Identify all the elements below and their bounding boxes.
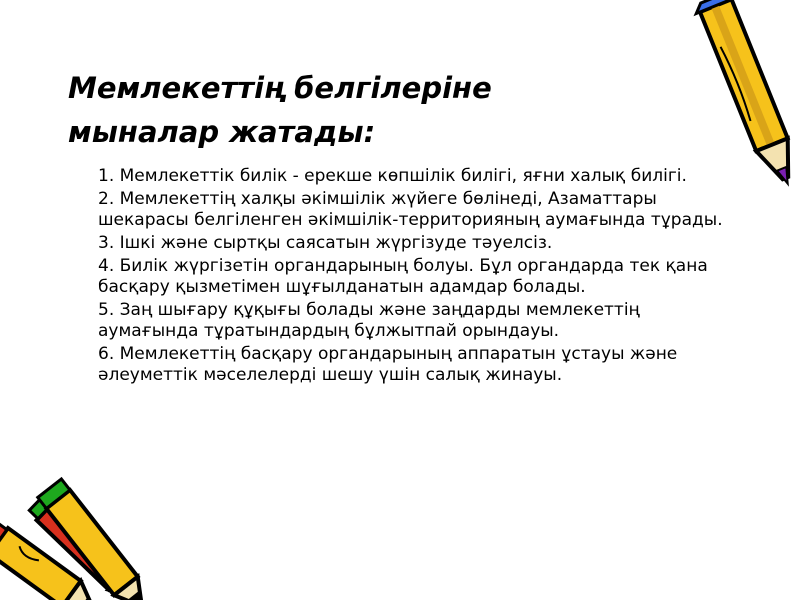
title-line-2: мыналар жатады: <box>68 115 376 149</box>
list-item: 3. Ішкі және сыртқы саясатын жүргізуде тәуелсіз. <box>98 233 553 253</box>
title-line-1: Мемлекеттің белгілеріне <box>68 71 492 105</box>
list-item: 2. Мемлекеттің халқы әкімшілік жүйеге бөлінеді, Азаматтары шекарасы белгіленген әкімшілік-территорияның аумағында тұрады. <box>98 189 723 230</box>
list-item: 1. Мемлекеттік билік - ерекше көпшілік билігі, яғни халық билігі. <box>98 166 687 186</box>
list-item: 4. Билік жүргізетін органдарының болуы. Бұл органдарда тек қана басқару қызметімен шұғылданатын адамдар болады. <box>98 256 708 297</box>
list-item: 5. Заң шығару құқығы болады және заңдарды мемлекеттің аумағында тұратындардың бұлжытпай орындауы. <box>98 300 640 341</box>
list-item: 6. Мемлекеттің басқару органдарының аппаратын ұстауы және әлеуметтік мәселелерді шешу үшін салық жинауы. <box>98 344 678 385</box>
feature-list <box>98 166 738 388</box>
slide-title <box>68 66 628 154</box>
